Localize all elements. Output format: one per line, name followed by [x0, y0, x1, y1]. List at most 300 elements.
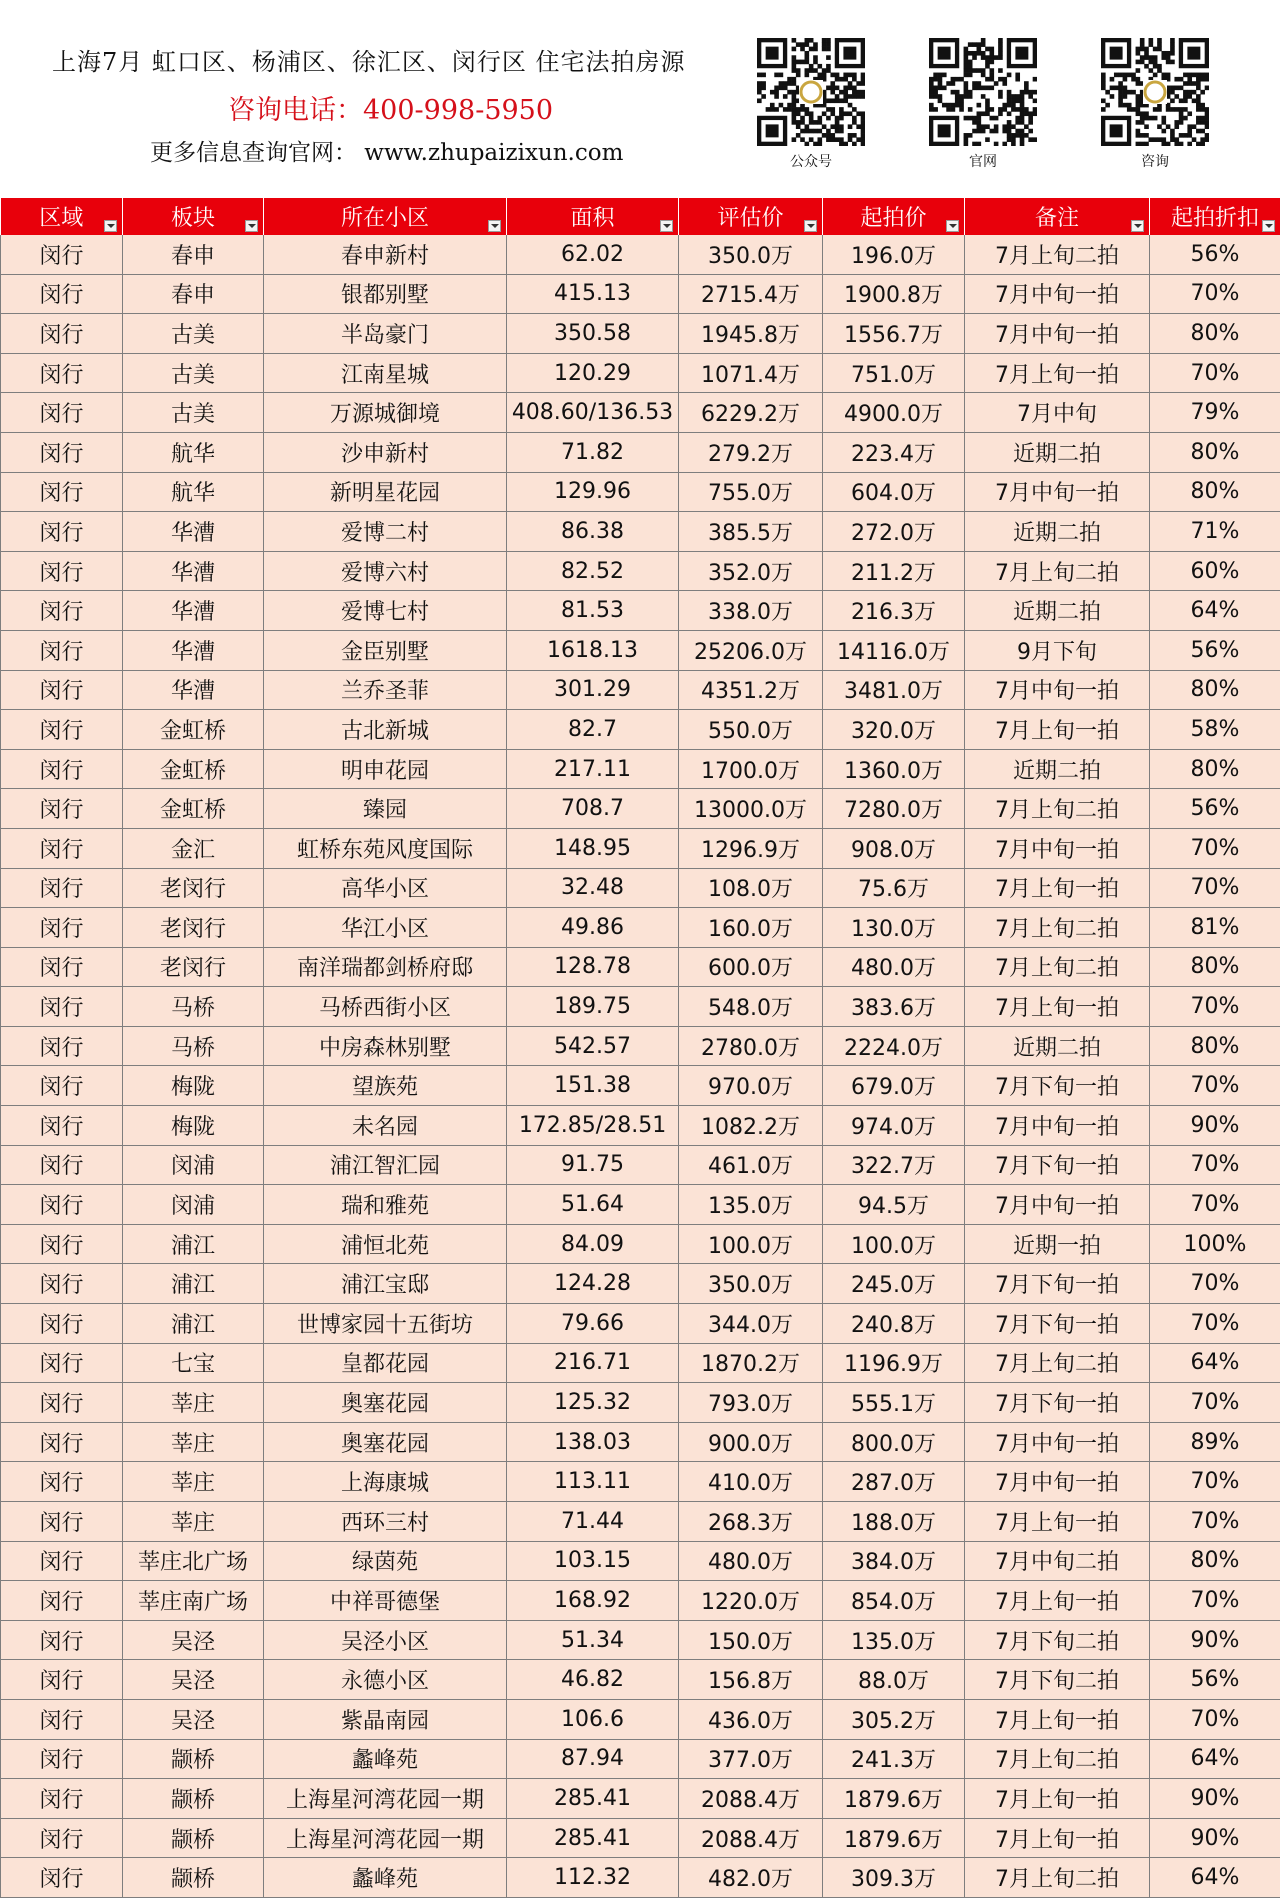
appraisal-cell[interactable]: 1700.0万 — [679, 749, 823, 789]
district-cell[interactable]: 闵行 — [1, 1818, 123, 1858]
area-cell[interactable]: 285.41 — [507, 1818, 679, 1858]
appraisal-cell[interactable]: 352.0万 — [679, 551, 823, 591]
appraisal-cell[interactable]: 350.0万 — [679, 1264, 823, 1304]
area-cell[interactable]: 103.15 — [507, 1541, 679, 1581]
appraisal-cell[interactable]: 156.8万 — [679, 1660, 823, 1700]
community-cell[interactable]: 浦江宝邸 — [264, 1264, 507, 1304]
district-cell[interactable]: 闵行 — [1, 1145, 123, 1185]
discount-cell[interactable]: 70% — [1150, 1145, 1280, 1185]
appraisal-cell[interactable]: 410.0万 — [679, 1462, 823, 1502]
appraisal-cell[interactable]: 25206.0万 — [679, 630, 823, 670]
appraisal-cell[interactable]: 2088.4万 — [679, 1779, 823, 1819]
remark-cell[interactable]: 7月上旬二拍 — [965, 235, 1150, 274]
discount-cell[interactable]: 70% — [1150, 1383, 1280, 1423]
sector-cell[interactable]: 莘庄 — [123, 1383, 264, 1423]
sector-cell[interactable]: 梅陇 — [123, 1066, 264, 1106]
appraisal-cell[interactable]: 436.0万 — [679, 1699, 823, 1739]
area-cell[interactable]: 138.03 — [507, 1422, 679, 1462]
community-cell[interactable]: 高华小区 — [264, 868, 507, 908]
start-price-cell[interactable]: 188.0万 — [823, 1502, 965, 1542]
district-cell[interactable]: 闵行 — [1, 1106, 123, 1146]
start-price-cell[interactable]: 211.2万 — [823, 551, 965, 591]
appraisal-cell[interactable]: 350.0万 — [679, 235, 823, 274]
community-cell[interactable]: 爱博六村 — [264, 551, 507, 591]
qr-consult[interactable] — [1099, 38, 1211, 178]
community-cell[interactable]: 世博家园十五街坊 — [264, 1304, 507, 1344]
remark-cell[interactable]: 7月上旬二拍 — [965, 1343, 1150, 1383]
appraisal-cell[interactable]: 4351.2万 — [679, 670, 823, 710]
community-cell[interactable]: 万源城御境 — [264, 393, 507, 433]
district-cell[interactable]: 闵行 — [1, 1620, 123, 1660]
community-cell[interactable]: 绿茵苑 — [264, 1541, 507, 1581]
district-cell[interactable]: 闵行 — [1, 1858, 123, 1898]
community-cell[interactable]: 瑞和雅苑 — [264, 1185, 507, 1225]
sector-cell[interactable]: 颛桥 — [123, 1858, 264, 1898]
discount-cell[interactable]: 80% — [1150, 749, 1280, 789]
start-price-cell[interactable]: 679.0万 — [823, 1066, 965, 1106]
appraisal-cell[interactable]: 2088.4万 — [679, 1818, 823, 1858]
area-cell[interactable]: 62.02 — [507, 235, 679, 274]
start-price-cell[interactable]: 854.0万 — [823, 1581, 965, 1621]
start-price-cell[interactable]: 75.6万 — [823, 868, 965, 908]
district-cell[interactable]: 闵行 — [1, 630, 123, 670]
sector-cell[interactable]: 浦江 — [123, 1264, 264, 1304]
appraisal-cell[interactable]: 108.0万 — [679, 868, 823, 908]
district-cell[interactable]: 闵行 — [1, 1264, 123, 1304]
district-cell[interactable]: 闵行 — [1, 512, 123, 552]
district-cell[interactable]: 闵行 — [1, 314, 123, 354]
sector-cell[interactable]: 春申 — [123, 274, 264, 314]
district-cell[interactable]: 闵行 — [1, 1699, 123, 1739]
remark-cell[interactable]: 7月下旬一拍 — [965, 1066, 1150, 1106]
community-cell[interactable]: 南洋瑞都剑桥府邸 — [264, 947, 507, 987]
discount-cell[interactable]: 70% — [1150, 1066, 1280, 1106]
discount-cell[interactable]: 70% — [1150, 1462, 1280, 1502]
remark-cell[interactable]: 7月上旬一拍 — [965, 1779, 1150, 1819]
community-cell[interactable]: 金臣别墅 — [264, 630, 507, 670]
district-cell[interactable]: 闵行 — [1, 1224, 123, 1264]
appraisal-cell[interactable]: 377.0万 — [679, 1739, 823, 1779]
start-price-cell[interactable]: 974.0万 — [823, 1106, 965, 1146]
qr-website[interactable] — [927, 38, 1039, 178]
area-cell[interactable]: 49.86 — [507, 908, 679, 948]
area-cell[interactable]: 151.38 — [507, 1066, 679, 1106]
remark-cell[interactable]: 7月上旬二拍 — [965, 908, 1150, 948]
appraisal-cell[interactable]: 2780.0万 — [679, 1026, 823, 1066]
start-price-cell[interactable]: 88.0万 — [823, 1660, 965, 1700]
community-cell[interactable]: 半岛豪门 — [264, 314, 507, 354]
discount-cell[interactable]: 64% — [1150, 1739, 1280, 1779]
district-cell[interactable]: 闵行 — [1, 868, 123, 908]
start-price-cell[interactable]: 130.0万 — [823, 908, 965, 948]
appraisal-cell[interactable]: 1945.8万 — [679, 314, 823, 354]
remark-cell[interactable]: 7月中旬一拍 — [965, 472, 1150, 512]
area-cell[interactable]: 32.48 — [507, 868, 679, 908]
sector-cell[interactable]: 浦江 — [123, 1304, 264, 1344]
area-cell[interactable]: 350.58 — [507, 314, 679, 354]
area-cell[interactable]: 125.32 — [507, 1383, 679, 1423]
area-cell[interactable]: 128.78 — [507, 947, 679, 987]
start-price-cell[interactable]: 2224.0万 — [823, 1026, 965, 1066]
appraisal-cell[interactable]: 970.0万 — [679, 1066, 823, 1106]
area-cell[interactable]: 106.6 — [507, 1699, 679, 1739]
district-cell[interactable]: 闵行 — [1, 591, 123, 631]
start-price-cell[interactable]: 1360.0万 — [823, 749, 965, 789]
discount-cell[interactable]: 70% — [1150, 828, 1280, 868]
community-cell[interactable]: 永德小区 — [264, 1660, 507, 1700]
start-price-cell[interactable]: 800.0万 — [823, 1422, 965, 1462]
community-cell[interactable]: 上海康城 — [264, 1462, 507, 1502]
remark-cell[interactable]: 近期一拍 — [965, 1224, 1150, 1264]
remark-cell[interactable]: 近期二拍 — [965, 1026, 1150, 1066]
discount-cell[interactable]: 70% — [1150, 274, 1280, 314]
district-cell[interactable]: 闵行 — [1, 1026, 123, 1066]
start-price-cell[interactable]: 245.0万 — [823, 1264, 965, 1304]
discount-cell[interactable]: 56% — [1150, 235, 1280, 274]
discount-cell[interactable]: 80% — [1150, 947, 1280, 987]
remark-cell[interactable]: 7月上旬二拍 — [965, 1858, 1150, 1898]
district-cell[interactable]: 闵行 — [1, 1422, 123, 1462]
start-price-cell[interactable]: 480.0万 — [823, 947, 965, 987]
community-cell[interactable]: 蠡峰苑 — [264, 1858, 507, 1898]
sector-cell[interactable]: 闵浦 — [123, 1145, 264, 1185]
discount-cell[interactable]: 80% — [1150, 314, 1280, 354]
discount-cell[interactable]: 56% — [1150, 630, 1280, 670]
remark-cell[interactable]: 7月上旬二拍 — [965, 789, 1150, 829]
sector-cell[interactable]: 老闵行 — [123, 908, 264, 948]
start-price-cell[interactable]: 240.8万 — [823, 1304, 965, 1344]
sector-cell[interactable]: 浦江 — [123, 1224, 264, 1264]
start-price-cell[interactable]: 241.3万 — [823, 1739, 965, 1779]
remark-cell[interactable]: 7月下旬一拍 — [965, 1145, 1150, 1185]
sector-cell[interactable]: 颛桥 — [123, 1818, 264, 1858]
appraisal-cell[interactable]: 600.0万 — [679, 947, 823, 987]
sector-cell[interactable]: 莘庄南广场 — [123, 1581, 264, 1621]
community-cell[interactable]: 紫晶南园 — [264, 1699, 507, 1739]
sector-cell[interactable]: 华漕 — [123, 630, 264, 670]
remark-cell[interactable]: 7月上旬一拍 — [965, 868, 1150, 908]
appraisal-cell[interactable]: 135.0万 — [679, 1185, 823, 1225]
discount-cell[interactable]: 100% — [1150, 1224, 1280, 1264]
community-cell[interactable]: 蠡峰苑 — [264, 1739, 507, 1779]
start-price-cell[interactable]: 223.4万 — [823, 432, 965, 472]
district-cell[interactable]: 闵行 — [1, 472, 123, 512]
remark-cell[interactable]: 7月上旬二拍 — [965, 551, 1150, 591]
appraisal-cell[interactable]: 1870.2万 — [679, 1343, 823, 1383]
start-price-cell[interactable]: 604.0万 — [823, 472, 965, 512]
community-cell[interactable]: 爱博二村 — [264, 512, 507, 552]
start-price-cell[interactable]: 322.7万 — [823, 1145, 965, 1185]
area-cell[interactable]: 82.52 — [507, 551, 679, 591]
area-cell[interactable]: 87.94 — [507, 1739, 679, 1779]
sector-cell[interactable]: 吴泾 — [123, 1660, 264, 1700]
community-cell[interactable]: 吴泾小区 — [264, 1620, 507, 1660]
remark-cell[interactable]: 7月中旬一拍 — [965, 1462, 1150, 1502]
district-cell[interactable]: 闵行 — [1, 670, 123, 710]
sector-cell[interactable]: 华漕 — [123, 512, 264, 552]
remark-cell[interactable]: 7月上旬二拍 — [965, 947, 1150, 987]
start-price-cell[interactable]: 908.0万 — [823, 828, 965, 868]
start-price-cell[interactable]: 1900.8万 — [823, 274, 965, 314]
community-cell[interactable]: 未名园 — [264, 1106, 507, 1146]
filter-dropdown-icon[interactable] — [104, 220, 117, 232]
community-cell[interactable]: 沙申新村 — [264, 432, 507, 472]
sector-cell[interactable]: 航华 — [123, 472, 264, 512]
discount-cell[interactable]: 70% — [1150, 353, 1280, 393]
discount-cell[interactable]: 80% — [1150, 670, 1280, 710]
district-cell[interactable]: 闵行 — [1, 1502, 123, 1542]
district-cell[interactable]: 闵行 — [1, 987, 123, 1027]
remark-cell[interactable]: 7月中旬 — [965, 393, 1150, 433]
discount-cell[interactable]: 70% — [1150, 1581, 1280, 1621]
remark-cell[interactable]: 7月中旬一拍 — [965, 274, 1150, 314]
area-cell[interactable]: 84.09 — [507, 1224, 679, 1264]
sector-cell[interactable]: 华漕 — [123, 551, 264, 591]
appraisal-cell[interactable]: 755.0万 — [679, 472, 823, 512]
remark-cell[interactable]: 7月上旬一拍 — [965, 1502, 1150, 1542]
area-cell[interactable]: 217.11 — [507, 749, 679, 789]
area-cell[interactable]: 79.66 — [507, 1304, 679, 1344]
appraisal-cell[interactable]: 548.0万 — [679, 987, 823, 1027]
area-cell[interactable]: 168.92 — [507, 1581, 679, 1621]
sector-cell[interactable]: 莘庄 — [123, 1462, 264, 1502]
discount-cell[interactable]: 70% — [1150, 1502, 1280, 1542]
remark-cell[interactable]: 7月上旬二拍 — [965, 1739, 1150, 1779]
district-cell[interactable]: 闵行 — [1, 789, 123, 829]
district-cell[interactable]: 闵行 — [1, 749, 123, 789]
sector-cell[interactable]: 老闵行 — [123, 947, 264, 987]
start-price-cell[interactable]: 305.2万 — [823, 1699, 965, 1739]
remark-cell[interactable]: 7月中旬一拍 — [965, 1185, 1150, 1225]
area-cell[interactable]: 408.60/136.53 — [507, 393, 679, 433]
area-cell[interactable]: 708.7 — [507, 789, 679, 829]
appraisal-cell[interactable]: 279.2万 — [679, 432, 823, 472]
district-cell[interactable]: 闵行 — [1, 1462, 123, 1502]
area-cell[interactable]: 542.57 — [507, 1026, 679, 1066]
district-cell[interactable]: 闵行 — [1, 1343, 123, 1383]
district-cell[interactable]: 闵行 — [1, 1581, 123, 1621]
area-cell[interactable]: 148.95 — [507, 828, 679, 868]
appraisal-cell[interactable]: 793.0万 — [679, 1383, 823, 1423]
community-cell[interactable]: 中祥哥德堡 — [264, 1581, 507, 1621]
discount-cell[interactable]: 56% — [1150, 1660, 1280, 1700]
sector-cell[interactable]: 吴泾 — [123, 1699, 264, 1739]
start-price-cell[interactable]: 555.1万 — [823, 1383, 965, 1423]
appraisal-cell[interactable]: 480.0万 — [679, 1541, 823, 1581]
remark-cell[interactable]: 7月上旬一拍 — [965, 353, 1150, 393]
appraisal-cell[interactable]: 550.0万 — [679, 710, 823, 750]
appraisal-cell[interactable]: 100.0万 — [679, 1224, 823, 1264]
district-cell[interactable]: 闵行 — [1, 393, 123, 433]
district-cell[interactable]: 闵行 — [1, 432, 123, 472]
discount-cell[interactable]: 90% — [1150, 1818, 1280, 1858]
sector-cell[interactable]: 梅陇 — [123, 1106, 264, 1146]
area-cell[interactable]: 51.64 — [507, 1185, 679, 1225]
sector-cell[interactable]: 古美 — [123, 393, 264, 433]
appraisal-cell[interactable]: 344.0万 — [679, 1304, 823, 1344]
discount-cell[interactable]: 70% — [1150, 1699, 1280, 1739]
sector-cell[interactable]: 马桥 — [123, 1026, 264, 1066]
appraisal-cell[interactable]: 482.0万 — [679, 1858, 823, 1898]
discount-cell[interactable]: 70% — [1150, 1264, 1280, 1304]
start-price-cell[interactable]: 7280.0万 — [823, 789, 965, 829]
area-cell[interactable]: 415.13 — [507, 274, 679, 314]
district-cell[interactable]: 闵行 — [1, 1660, 123, 1700]
district-cell[interactable]: 闵行 — [1, 1383, 123, 1423]
remark-cell[interactable]: 7月上旬一拍 — [965, 987, 1150, 1027]
start-price-cell[interactable]: 100.0万 — [823, 1224, 965, 1264]
remark-cell[interactable]: 7月中旬一拍 — [965, 1422, 1150, 1462]
appraisal-cell[interactable]: 461.0万 — [679, 1145, 823, 1185]
start-price-cell[interactable]: 1879.6万 — [823, 1818, 965, 1858]
district-cell[interactable]: 闵行 — [1, 1541, 123, 1581]
discount-cell[interactable]: 80% — [1150, 1541, 1280, 1581]
filter-dropdown-icon[interactable] — [245, 220, 258, 232]
remark-cell[interactable]: 7月上旬一拍 — [965, 1818, 1150, 1858]
community-cell[interactable]: 中房森林别墅 — [264, 1026, 507, 1066]
discount-cell[interactable]: 90% — [1150, 1779, 1280, 1819]
community-cell[interactable]: 皇都花园 — [264, 1343, 507, 1383]
start-price-cell[interactable]: 1879.6万 — [823, 1779, 965, 1819]
remark-cell[interactable]: 7月中旬一拍 — [965, 1106, 1150, 1146]
sector-cell[interactable]: 莘庄 — [123, 1422, 264, 1462]
sector-cell[interactable]: 金汇 — [123, 828, 264, 868]
filter-dropdown-icon[interactable] — [1262, 220, 1275, 232]
district-cell[interactable]: 闵行 — [1, 1066, 123, 1106]
sector-cell[interactable]: 金虹桥 — [123, 789, 264, 829]
discount-cell[interactable]: 79% — [1150, 393, 1280, 433]
community-cell[interactable]: 臻园 — [264, 789, 507, 829]
community-cell[interactable]: 望族苑 — [264, 1066, 507, 1106]
appraisal-cell[interactable]: 6229.2万 — [679, 393, 823, 433]
start-price-cell[interactable]: 751.0万 — [823, 353, 965, 393]
district-cell[interactable]: 闵行 — [1, 551, 123, 591]
area-cell[interactable]: 189.75 — [507, 987, 679, 1027]
start-price-cell[interactable]: 287.0万 — [823, 1462, 965, 1502]
area-cell[interactable]: 46.82 — [507, 1660, 679, 1700]
sector-cell[interactable]: 金虹桥 — [123, 749, 264, 789]
district-cell[interactable]: 闵行 — [1, 1739, 123, 1779]
district-cell[interactable]: 闵行 — [1, 1779, 123, 1819]
appraisal-cell[interactable]: 268.3万 — [679, 1502, 823, 1542]
sector-cell[interactable]: 马桥 — [123, 987, 264, 1027]
district-cell[interactable]: 闵行 — [1, 1185, 123, 1225]
district-cell[interactable]: 闵行 — [1, 1304, 123, 1344]
filter-dropdown-icon[interactable] — [1131, 220, 1144, 232]
sector-cell[interactable]: 老闵行 — [123, 868, 264, 908]
community-cell[interactable]: 爱博七村 — [264, 591, 507, 631]
area-cell[interactable]: 81.53 — [507, 591, 679, 631]
district-cell[interactable]: 闵行 — [1, 235, 123, 274]
appraisal-cell[interactable]: 900.0万 — [679, 1422, 823, 1462]
start-price-cell[interactable]: 135.0万 — [823, 1620, 965, 1660]
discount-cell[interactable]: 80% — [1150, 1026, 1280, 1066]
sector-cell[interactable]: 莘庄 — [123, 1502, 264, 1542]
remark-cell[interactable]: 7月上旬一拍 — [965, 710, 1150, 750]
area-cell[interactable]: 124.28 — [507, 1264, 679, 1304]
community-cell[interactable]: 西环三村 — [264, 1502, 507, 1542]
discount-cell[interactable]: 80% — [1150, 472, 1280, 512]
area-cell[interactable]: 113.11 — [507, 1462, 679, 1502]
remark-cell[interactable]: 7月中旬一拍 — [965, 828, 1150, 868]
area-cell[interactable]: 301.29 — [507, 670, 679, 710]
appraisal-cell[interactable]: 150.0万 — [679, 1620, 823, 1660]
appraisal-cell[interactable]: 338.0万 — [679, 591, 823, 631]
discount-cell[interactable]: 64% — [1150, 1343, 1280, 1383]
community-cell[interactable]: 明申花园 — [264, 749, 507, 789]
community-cell[interactable]: 虹桥东苑风度国际 — [264, 828, 507, 868]
qr-official-account[interactable] — [755, 38, 867, 178]
discount-cell[interactable]: 80% — [1150, 432, 1280, 472]
discount-cell[interactable]: 64% — [1150, 1858, 1280, 1898]
filter-dropdown-icon[interactable] — [804, 220, 817, 232]
area-cell[interactable]: 120.29 — [507, 353, 679, 393]
discount-cell[interactable]: 58% — [1150, 710, 1280, 750]
appraisal-cell[interactable]: 1082.2万 — [679, 1106, 823, 1146]
start-price-cell[interactable]: 320.0万 — [823, 710, 965, 750]
community-cell[interactable]: 浦江智汇园 — [264, 1145, 507, 1185]
appraisal-cell[interactable]: 160.0万 — [679, 908, 823, 948]
remark-cell[interactable]: 7月下旬二拍 — [965, 1620, 1150, 1660]
sector-cell[interactable]: 七宝 — [123, 1343, 264, 1383]
sector-cell[interactable]: 颛桥 — [123, 1779, 264, 1819]
community-cell[interactable]: 上海星河湾花园一期 — [264, 1818, 507, 1858]
district-cell[interactable]: 闵行 — [1, 828, 123, 868]
sector-cell[interactable]: 吴泾 — [123, 1620, 264, 1660]
start-price-cell[interactable]: 216.3万 — [823, 591, 965, 631]
community-cell[interactable]: 春申新村 — [264, 235, 507, 274]
start-price-cell[interactable]: 383.6万 — [823, 987, 965, 1027]
sector-cell[interactable]: 古美 — [123, 314, 264, 354]
remark-cell[interactable]: 7月下旬一拍 — [965, 1304, 1150, 1344]
sector-cell[interactable]: 颛桥 — [123, 1739, 264, 1779]
community-cell[interactable]: 新明星花园 — [264, 472, 507, 512]
start-price-cell[interactable]: 1196.9万 — [823, 1343, 965, 1383]
community-cell[interactable]: 银都别墅 — [264, 274, 507, 314]
sector-cell[interactable]: 莘庄北广场 — [123, 1541, 264, 1581]
area-cell[interactable]: 285.41 — [507, 1779, 679, 1819]
community-cell[interactable]: 奥塞花园 — [264, 1422, 507, 1462]
appraisal-cell[interactable]: 2715.4万 — [679, 274, 823, 314]
district-cell[interactable]: 闵行 — [1, 353, 123, 393]
discount-cell[interactable]: 71% — [1150, 512, 1280, 552]
discount-cell[interactable]: 81% — [1150, 908, 1280, 948]
community-cell[interactable]: 浦恒北苑 — [264, 1224, 507, 1264]
community-cell[interactable]: 上海星河湾花园一期 — [264, 1779, 507, 1819]
filter-dropdown-icon[interactable] — [660, 220, 673, 232]
remark-cell[interactable]: 近期二拍 — [965, 432, 1150, 472]
area-cell[interactable]: 82.7 — [507, 710, 679, 750]
area-cell[interactable]: 71.82 — [507, 432, 679, 472]
discount-cell[interactable]: 70% — [1150, 868, 1280, 908]
discount-cell[interactable]: 60% — [1150, 551, 1280, 591]
appraisal-cell[interactable]: 1220.0万 — [679, 1581, 823, 1621]
discount-cell[interactable]: 70% — [1150, 1304, 1280, 1344]
area-cell[interactable]: 172.85/28.51 — [507, 1106, 679, 1146]
remark-cell[interactable]: 7月上旬一拍 — [965, 1581, 1150, 1621]
district-cell[interactable]: 闵行 — [1, 908, 123, 948]
remark-cell[interactable]: 7月下旬一拍 — [965, 1264, 1150, 1304]
remark-cell[interactable]: 近期二拍 — [965, 512, 1150, 552]
appraisal-cell[interactable]: 1296.9万 — [679, 828, 823, 868]
community-cell[interactable]: 古北新城 — [264, 710, 507, 750]
appraisal-cell[interactable]: 13000.0万 — [679, 789, 823, 829]
appraisal-cell[interactable]: 1071.4万 — [679, 353, 823, 393]
area-cell[interactable]: 112.32 — [507, 1858, 679, 1898]
discount-cell[interactable]: 90% — [1150, 1106, 1280, 1146]
community-cell[interactable]: 兰乔圣菲 — [264, 670, 507, 710]
sector-cell[interactable]: 航华 — [123, 432, 264, 472]
